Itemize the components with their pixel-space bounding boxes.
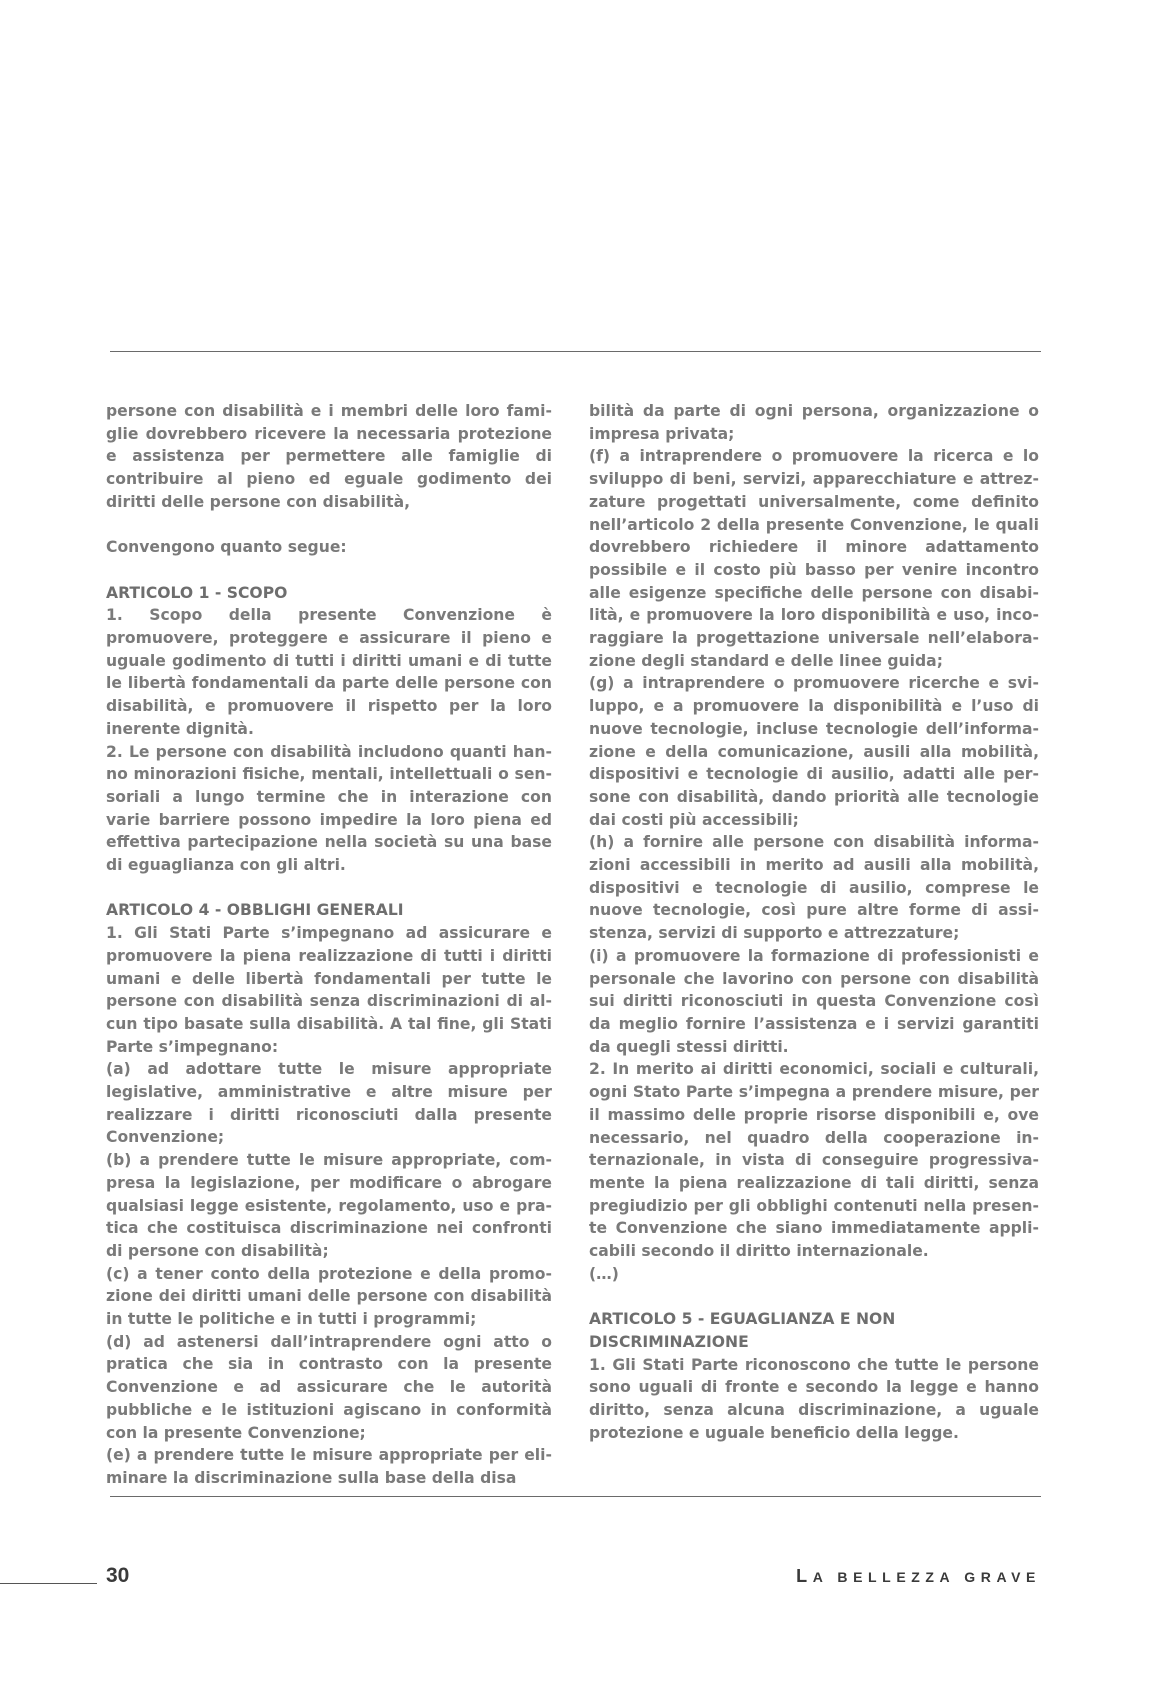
article-4-item-e-continued: bilità da parte di ogni persona, organizzazione o impresa privata; — [589, 402, 1039, 443]
running-title-initial: L — [796, 1566, 813, 1586]
article-4-item-b: (b) a prendere tutte le misure appropriate, compresa la legislazione, per modificare o abrogare qualsiasi legge esistente, regolamento, uso e pratica che costituisca discriminazione nei confronti di persone con disabilità; — [106, 1151, 552, 1260]
article-1-paragraph-1: 1. Scopo della presente Convenzione è promuovere, proteggere e assicurare il pieno e uguale godimento di tutti i diritti umani e di tutte le libertà fondamentali da parte delle persone con disabilità, e promuovere il rispetto per la loro inerente dignità. — [106, 606, 552, 738]
article-4-item-g: (g) a intraprendere o promuovere ricerche e sviluppo, e a promuovere la disponibilità e l’uso di nuove tecnologie, incluse tecnologie dell’informazione e della comunicazione, ausili alla mobilità, dispositivi e tecnologie di ausilio, adatti alle persone con disabilità, dando priorità alle tecnologie dai costi più accessibili; — [589, 674, 1039, 829]
article-5-heading-line-1: ARTICOLO 5 - EGUAGLIANZA E NON — [589, 1310, 896, 1329]
ellipsis: (…) — [589, 1264, 619, 1283]
article-4-heading: ARTICOLO 4 - OBBLIGHI GENERALI — [106, 901, 404, 920]
article-4-paragraph-2: 2. In merito ai diritti economici, sociali e culturali, ogni Stato Parte s’impegna a prendere misure, per il massimo delle proprie risorse disponibili e, ove necessario, nel quadro della cooperazione internazionale, in vista di conseguire progressivamente la piena realizzazione di tali diritti, senza pregiudizio per gli obblighi contenuti nella presente Convenzione che siano immediatamente applicabili secondo il diritto internazionale. — [589, 1060, 1039, 1261]
article-1-heading: ARTICOLO 1 - SCOPO — [106, 583, 288, 602]
article-4-item-i: (i) a promuovere la formazione di professionisti e personale che lavorino con persone con disabilità sui diritti riconosciuti in questa Convenzione così da meglio fornire l’assistenza e i servizi garantiti da quegli stessi diritti. — [589, 946, 1039, 1056]
intro-paragraph: persone con disabilità e i membri delle loro famiglie dovrebbero ricevere la necessaria protezione e assistenza per permettere alle famiglie di contribuire al pieno ed eguale godimento dei diritti delle persone con disabilità, — [106, 402, 552, 511]
top-rule — [110, 351, 1041, 352]
article-4-item-c: (c) a tener conto della protezione e della promozione dei diritti umani delle persone con disabilità in tutte le politiche e in tutti i programmi; — [106, 1264, 552, 1329]
article-4-item-e: (e) a prendere tutte le misure appropriate per eliminare la discriminazione sulla base della disa — [106, 1446, 552, 1487]
convengono-line: Convengono quanto segue: — [106, 538, 347, 557]
bottom-rule — [110, 1496, 1041, 1497]
article-4-paragraph-1: 1. Gli Stati Parte s’impegnano ad assicurare e promuovere la piena realizzazione di tutti i diritti umani e delle libertà fondamentali per tutte le persone con disabilità senza discriminazioni di alcun tipo basate sulla disabilità. A tal fine, gli Stati Parte s’impegnano: — [106, 924, 552, 1056]
article-4-item-h: (h) a fornire alle persone con disabilità informazioni accessibili in merito ad ausili alla mobilità, dispositivi e tecnologie di ausilio, comprese le nuove tecnologie, così pure altre forme di assistenza, servizi di supporto e attrezzature; — [589, 833, 1039, 943]
right-column — [589, 400, 1039, 1444]
running-title-rest: A BELLEZZA GRAVE — [812, 1569, 1041, 1585]
article-5-heading — [589, 1308, 1039, 1353]
article-1-paragraph-2: 2. Le persone con disabilità includono quanti hanno minorazioni fisiche, mentali, intellettuali o sensoriali a lungo termine che in interazione con varie barriere possono impedire la loro piena ed effettiva partecipazione nella società su una base di eguaglianza con gli altri. — [106, 742, 552, 875]
article-4-item-a: (a) ad adottare tutte le misure appropriate legislative, amministrative e altre misure per realizzare i diritti riconosciuti dalla presente Convenzione; — [106, 1060, 552, 1147]
running-title — [796, 1566, 1041, 1587]
left-column — [106, 400, 552, 1490]
article-4-item-d: (d) ad astenersi dall’intraprendere ogni atto o pratica che sia in contrasto con la presente Convenzione e ad assicurare che le autorità pubbliche e le istituzioni agiscano in conformità con la presente Convenzione; — [106, 1332, 552, 1442]
page-number: 30 — [106, 1564, 130, 1587]
article-5-paragraph-1: 1. Gli Stati Parte riconoscono che tutte le persone sono uguali di fronte e secondo la legge e hanno diritto, senza alcuna discriminazione, a uguale protezione e uguale beneficio della legge. — [589, 1355, 1039, 1442]
footer-rule — [0, 1583, 97, 1584]
article-5-heading-line-2: DISCRIMINAZIONE — [589, 1332, 749, 1351]
article-4-item-f: (f) a intraprendere o promuovere la ricerca e lo sviluppo di beni, servizi, apparecchiature e attrezzature progettati universalmente, come definito nell’articolo 2 della presente Convenzione, le quali dovrebbero richiedere il minore adattamento possibile e il costo più basso per venire incontro alle esigenze specifiche delle persone con disabilità, e promuovere la loro disponibilità e uso, incoraggiare la progettazione universale nell’elaborazione degli standard e delle linee guida; — [589, 447, 1039, 670]
